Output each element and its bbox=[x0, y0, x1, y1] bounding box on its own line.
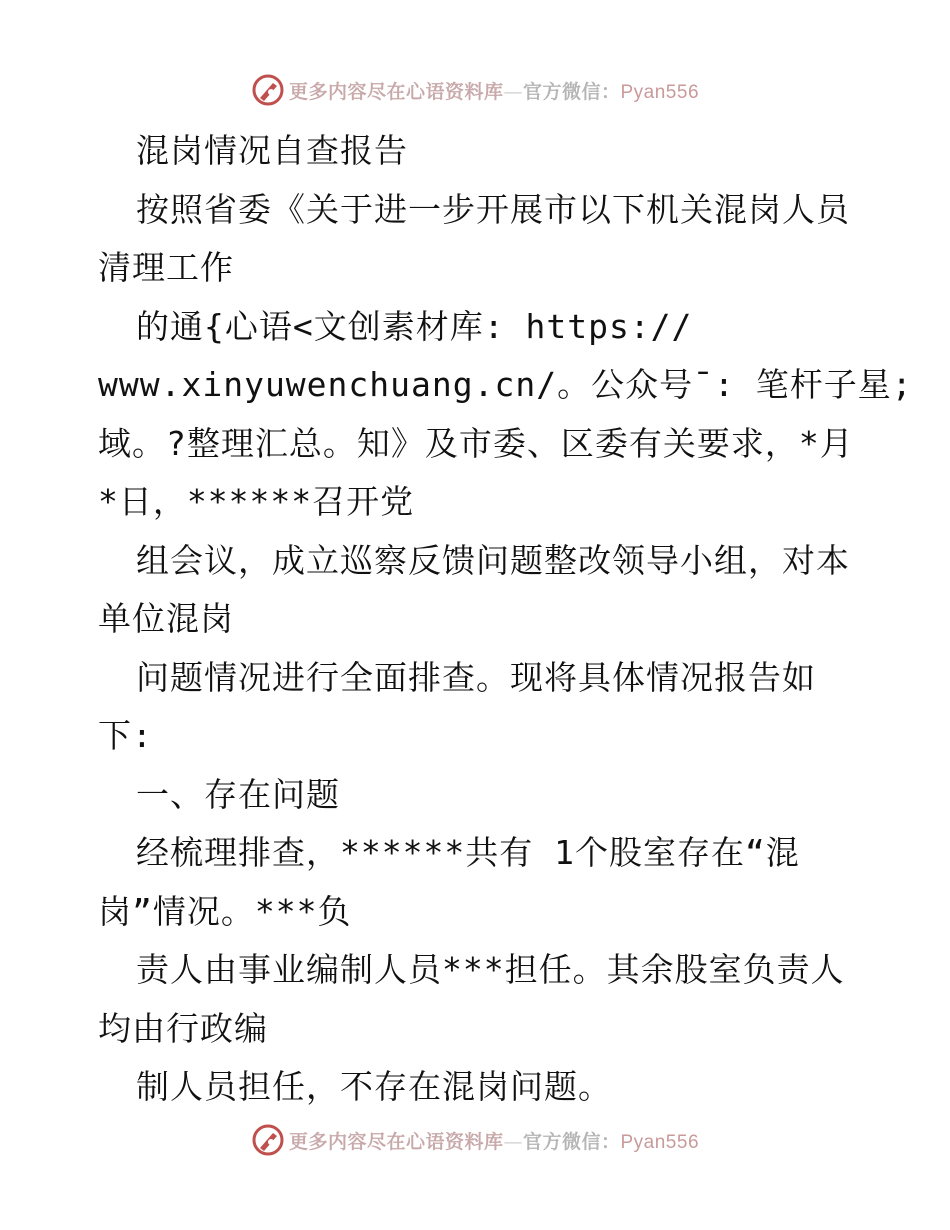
document-title: 混岗情况自查报告 bbox=[136, 131, 408, 170]
paragraph-line: 清理工作 bbox=[98, 248, 234, 287]
paragraph-line: 制人员担任，不存在混岗问题。 bbox=[136, 1067, 612, 1106]
pen-in-circle-icon bbox=[251, 1123, 285, 1157]
banner-handle: Pyan556 bbox=[620, 81, 700, 103]
banner-dash: — bbox=[503, 80, 523, 103]
paragraph-line: 岗”情况。***负 bbox=[98, 891, 352, 931]
pen-in-circle-icon bbox=[251, 73, 285, 107]
paragraph-line: 的通{心语<文创素材库: https:// bbox=[136, 306, 693, 346]
paragraph-line: 单位混岗 bbox=[98, 599, 234, 638]
header-banner bbox=[0, 70, 950, 110]
banner-handle: Pyan556 bbox=[620, 1131, 700, 1153]
paragraph-line: 经梳理排查，******共有 1个股室存在“混 bbox=[136, 833, 800, 872]
document-body bbox=[98, 122, 913, 1117]
section-heading: 一、存在问题 bbox=[136, 774, 340, 814]
paragraph-line: 域。?整理汇总。知》及市委、区委有关要求，*月 bbox=[98, 423, 854, 463]
paragraph-line: 组会议，成立巡察反馈问题整改领导小组，对本 bbox=[136, 540, 850, 580]
paragraph-line: 责人由事业编制人员***担任。其余股室负责人 bbox=[136, 950, 845, 989]
paragraph-line: www.xinyuwenchuang.cn/。公众号¯: 笔杆子星; bbox=[98, 365, 913, 404]
banner-official-label: 官方微信： bbox=[522, 1130, 621, 1153]
paragraph-line: 按照省委《关于进一步开展市以下机关混岗人员 bbox=[136, 189, 850, 229]
banner-text bbox=[289, 77, 699, 104]
paragraph-line: 均由行政编 bbox=[98, 1008, 268, 1048]
paragraph-line: *日，******召开党 bbox=[98, 482, 415, 521]
footer-banner-inner bbox=[251, 1123, 699, 1157]
banner-dash: — bbox=[503, 1130, 523, 1153]
banner-main-text: 更多内容尽在心语资料库 bbox=[288, 1130, 504, 1153]
header-banner-inner bbox=[251, 73, 699, 107]
banner-text bbox=[289, 1127, 699, 1154]
footer-banner bbox=[0, 1120, 950, 1160]
paragraph-line: 问题情况进行全面排查。现将具体情况报告如 bbox=[136, 657, 816, 697]
banner-official-label: 官方微信： bbox=[522, 80, 621, 103]
paragraph-line: 下: bbox=[98, 716, 153, 755]
banner-main-text: 更多内容尽在心语资料库 bbox=[288, 80, 504, 103]
